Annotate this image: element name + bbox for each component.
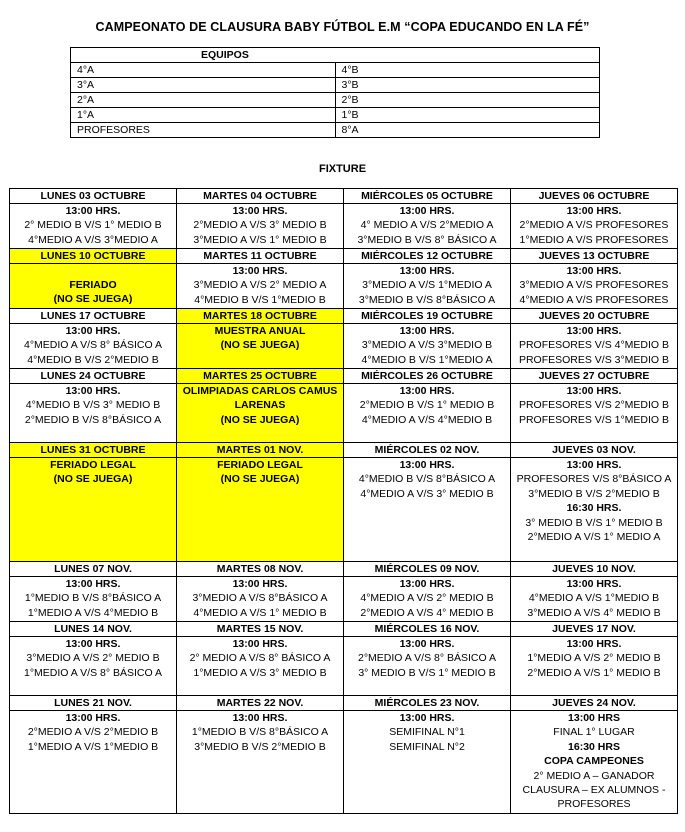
match-cell bbox=[10, 324, 177, 369]
match-line: 13:00 HRS. bbox=[65, 712, 121, 724]
match-cell bbox=[511, 458, 678, 562]
match-cell bbox=[511, 324, 678, 369]
table-row bbox=[71, 108, 600, 123]
match-line: 13:00 HRS bbox=[568, 712, 620, 724]
match-line: 2°MEDIO A V/S 1° MEDIO B bbox=[527, 666, 661, 679]
day-header: MIÉRCOLES 26 OCTUBRE bbox=[344, 369, 511, 384]
match-line: 3°MEDIO B V/S 8°BÁSICO A bbox=[358, 293, 496, 306]
team-cell: 4°B bbox=[335, 63, 600, 78]
match-line: OLIMPIADAS CARLOS CAMUS bbox=[182, 385, 338, 397]
match-cell bbox=[10, 637, 177, 696]
team-cell: 1°B bbox=[335, 108, 600, 123]
match-line: 3°MEDIO A V/S 1° MEDIO B bbox=[193, 233, 327, 246]
match-line: 1°MEDIO A V/S 4°MEDIO B bbox=[27, 606, 159, 619]
match-cell bbox=[344, 264, 511, 309]
match-cell bbox=[511, 577, 678, 622]
match-line: 4°MEDIO B V/S 8°BÁSICO A bbox=[358, 473, 496, 486]
team-cell: 8°A bbox=[335, 123, 600, 138]
match-line: 3° MEDIO B V/S 1° MEDIO B bbox=[525, 516, 663, 529]
day-header: MARTES 08 NOV. bbox=[177, 562, 344, 577]
match-line: 4°MEDIO A V/S 1°MEDIO B bbox=[528, 592, 660, 605]
match-cell bbox=[511, 204, 678, 249]
day-header: MIÉRCOLES 19 OCTUBRE bbox=[344, 309, 511, 324]
match-line: SEMIFINAL N°2 bbox=[389, 740, 465, 753]
match-cell bbox=[177, 577, 344, 622]
spacer bbox=[10, 264, 176, 278]
match-cell bbox=[10, 577, 177, 622]
match-line: (NO SE JUEGA) bbox=[220, 413, 300, 426]
match-cell bbox=[10, 711, 177, 814]
match-line: 13:00 HRS. bbox=[566, 325, 622, 337]
fixture-header-row bbox=[10, 369, 678, 384]
match-line: 16:30 HRS. bbox=[566, 502, 622, 515]
team-cell: 2°A bbox=[71, 93, 336, 108]
team-cell: 3°B bbox=[335, 78, 600, 93]
match-line: 4°MEDIO B V/S 2°MEDIO B bbox=[27, 353, 159, 366]
match-line: 1°MEDIO B V/S 8°BÁSICO A bbox=[24, 592, 162, 605]
match-line: 4°MEDIO A V/S 1° MEDIO B bbox=[193, 606, 327, 619]
day-header: JUEVES 13 OCTUBRE bbox=[511, 249, 678, 264]
match-line: CLAUSURA – EX ALUMNOS - bbox=[522, 784, 666, 797]
match-line: 4°MEDIO A V/S PROFESORES bbox=[519, 293, 669, 306]
match-cell bbox=[177, 458, 344, 562]
match-cell bbox=[177, 711, 344, 814]
match-cell bbox=[344, 711, 511, 814]
match-line: 1°MEDIO A V/S PROFESORES bbox=[519, 233, 669, 246]
day-header: MIÉRCOLES 05 OCTUBRE bbox=[344, 189, 511, 204]
match-line: SEMIFINAL N°1 bbox=[389, 726, 465, 739]
match-line: 3°MEDIO B V/S 2°MEDIO B bbox=[528, 487, 660, 500]
match-cell bbox=[177, 204, 344, 249]
match-line: FERIADO LEGAL bbox=[50, 459, 136, 471]
day-header: MARTES 25 OCTUBRE bbox=[177, 369, 344, 384]
match-cell bbox=[10, 264, 177, 309]
match-line: 4°MEDIO A V/S 3° MEDIO B bbox=[360, 487, 494, 500]
table-row bbox=[71, 93, 600, 108]
day-header: JUEVES 27 OCTUBRE bbox=[511, 369, 678, 384]
fixture-header-row bbox=[10, 562, 678, 577]
match-line: LARENAS bbox=[234, 399, 286, 412]
match-line: 1°MEDIO A V/S 1°MEDIO B bbox=[27, 740, 159, 753]
match-line: 4°MEDIO B V/S 3° MEDIO B bbox=[25, 399, 161, 412]
match-line: 2°MEDIO A V/S 3° MEDIO B bbox=[193, 219, 327, 232]
match-cell bbox=[344, 324, 511, 369]
match-line: 13:00 HRS. bbox=[399, 459, 455, 471]
match-line: 2°MEDIO B V/S 8°BÁSICO A bbox=[24, 413, 162, 426]
match-cell bbox=[511, 384, 678, 443]
day-header: MIÉRCOLES 16 NOV. bbox=[344, 622, 511, 637]
match-cell bbox=[344, 204, 511, 249]
match-line: 3° MEDIO B V/S 1° MEDIO B bbox=[358, 666, 496, 679]
fixture-match-row bbox=[10, 711, 678, 814]
fixture-header-row bbox=[10, 696, 678, 711]
fixture-match-row bbox=[10, 577, 678, 622]
day-header: JUEVES 20 OCTUBRE bbox=[511, 309, 678, 324]
day-header: LUNES 10 OCTUBRE bbox=[10, 249, 177, 264]
match-line: (NO SE JUEGA) bbox=[220, 473, 300, 486]
match-cell bbox=[344, 577, 511, 622]
match-line: 2°MEDIO A V/S 4° MEDIO B bbox=[360, 606, 494, 619]
team-cell: 3°A bbox=[71, 78, 336, 93]
match-line: 3°MEDIO B V/S 2°MEDIO B bbox=[194, 740, 326, 753]
match-line: FINAL 1° LUGAR bbox=[553, 726, 635, 739]
match-line: 4°MEDIO A V/S 8° BÁSICO A bbox=[24, 339, 162, 352]
match-line: MUESTRA ANUAL bbox=[214, 325, 306, 337]
match-line: 13:00 HRS. bbox=[65, 385, 121, 397]
match-line: 13:00 HRS. bbox=[566, 459, 622, 471]
match-line: 13:00 HRS. bbox=[232, 205, 288, 217]
fixture-table bbox=[9, 188, 678, 814]
table-row bbox=[71, 63, 600, 78]
match-line: 2°MEDIO A V/S PROFESORES bbox=[519, 219, 669, 232]
day-header: LUNES 24 OCTUBRE bbox=[10, 369, 177, 384]
match-cell bbox=[344, 384, 511, 443]
match-line: 1°MEDIO B V/S 8°BÁSICO A bbox=[191, 726, 329, 739]
team-cell: PROFESORES bbox=[71, 123, 336, 138]
match-line: 3°MEDIO A V/S 2° MEDIO A bbox=[193, 279, 327, 292]
match-cell bbox=[177, 637, 344, 696]
match-line: PROFESORES V/S 3°MEDIO B bbox=[518, 353, 670, 366]
match-cell bbox=[10, 458, 177, 562]
team-cell: 4°A bbox=[71, 63, 336, 78]
day-header: JUEVES 17 NOV. bbox=[511, 622, 678, 637]
match-cell bbox=[344, 458, 511, 562]
day-header: MIÉRCOLES 02 NOV. bbox=[344, 443, 511, 458]
match-cell bbox=[511, 711, 678, 814]
team-cell: 1°A bbox=[71, 108, 336, 123]
day-header: JUEVES 24 NOV. bbox=[511, 696, 678, 711]
day-header: MARTES 22 NOV. bbox=[177, 696, 344, 711]
match-line: 4° MEDIO A V/S 2°MEDIO A bbox=[360, 219, 494, 232]
match-line: 13:00 HRS. bbox=[566, 205, 622, 217]
match-line: 13:00 HRS. bbox=[399, 385, 455, 397]
fixture-match-row bbox=[10, 204, 678, 249]
day-header: LUNES 31 OCTUBRE bbox=[10, 443, 177, 458]
match-line: 4°MEDIO B V/S 1°MEDIO A bbox=[361, 353, 493, 366]
table-row bbox=[71, 123, 600, 138]
match-line: 3°MEDIO A V/S 2° MEDIO B bbox=[26, 652, 160, 665]
match-line: 3°MEDIO A V/S PROFESORES bbox=[519, 279, 669, 292]
match-line: FERIADO bbox=[69, 279, 117, 291]
match-line: 13:00 HRS. bbox=[399, 712, 455, 724]
match-line: 13:00 HRS. bbox=[566, 385, 622, 397]
day-header: MARTES 01 NOV. bbox=[177, 443, 344, 458]
day-header: JUEVES 10 NOV. bbox=[511, 562, 678, 577]
match-line: PROFESORES bbox=[557, 798, 631, 811]
match-line: PROFESORES V/S 8°BÁSICO A bbox=[516, 473, 672, 486]
match-cell bbox=[177, 324, 344, 369]
match-line: 13:00 HRS. bbox=[399, 265, 455, 277]
day-header: MARTES 15 NOV. bbox=[177, 622, 344, 637]
match-line: 4°MEDIO A V/S 4°MEDIO B bbox=[361, 413, 493, 426]
match-cell bbox=[344, 637, 511, 696]
day-header: MIÉRCOLES 12 OCTUBRE bbox=[344, 249, 511, 264]
match-line: 3°MEDIO A V/S 3°MEDIO B bbox=[361, 339, 493, 352]
match-line: PROFESORES V/S 1°MEDIO B bbox=[518, 413, 670, 426]
fixture-header-row bbox=[10, 443, 678, 458]
match-line: 2° MEDIO A – GANADOR bbox=[533, 769, 655, 782]
match-line: 2° MEDIO B V/S 1° MEDIO B bbox=[24, 219, 162, 232]
match-line: 3°MEDIO A V/S 8°BÁSICO A bbox=[192, 592, 328, 605]
match-line: 13:00 HRS. bbox=[65, 578, 121, 590]
match-line: 2°MEDIO B V/S 1° MEDIO B bbox=[359, 399, 495, 412]
fixture-header-row bbox=[10, 622, 678, 637]
match-line: 13:00 HRS. bbox=[566, 265, 622, 277]
match-line: 4°MEDIO B V/S 1°MEDIO B bbox=[194, 293, 326, 306]
match-cell bbox=[177, 264, 344, 309]
match-line: 4°MEDIO A V/S 3°MEDIO A bbox=[28, 233, 158, 246]
day-header: MIÉRCOLES 09 NOV. bbox=[344, 562, 511, 577]
day-header: JUEVES 03 NOV. bbox=[511, 443, 678, 458]
match-line: 13:00 HRS. bbox=[399, 205, 455, 217]
match-line: (NO SE JUEGA) bbox=[53, 473, 133, 486]
fixture-label: FIXTURE bbox=[318, 163, 367, 175]
fixture-match-row bbox=[10, 637, 678, 696]
match-line: (NO SE JUEGA) bbox=[220, 339, 300, 352]
fixture-match-row bbox=[10, 458, 678, 562]
match-line: PROFESORES V/S 2°MEDIO B bbox=[518, 399, 670, 412]
match-line: 2°MEDIO A V/S 1° MEDIO A bbox=[527, 531, 661, 544]
match-line: 13:00 HRS. bbox=[65, 638, 121, 650]
match-line: PROFESORES V/S 4°MEDIO B bbox=[518, 339, 670, 352]
document-title: CAMPEONATO DE CLAUSURA BABY FÚTBOL E.M “COPA EDUCANDO EN LA FÉ” bbox=[95, 20, 590, 34]
match-line: 13:00 HRS. bbox=[232, 578, 288, 590]
fixture-match-row bbox=[10, 384, 678, 443]
match-line: 13:00 HRS. bbox=[65, 325, 121, 337]
match-line: (NO SE JUEGA) bbox=[53, 293, 133, 306]
fixture-match-row bbox=[10, 324, 678, 369]
day-header: MIÉRCOLES 23 NOV. bbox=[344, 696, 511, 711]
match-line: 1°MEDIO A V/S 2° MEDIO B bbox=[527, 652, 661, 665]
match-line: 13:00 HRS. bbox=[566, 638, 622, 650]
day-header: LUNES 03 OCTUBRE bbox=[10, 189, 177, 204]
match-line: 13:00 HRS. bbox=[399, 578, 455, 590]
match-line: 13:00 HRS. bbox=[399, 638, 455, 650]
day-header: LUNES 17 OCTUBRE bbox=[10, 309, 177, 324]
match-cell bbox=[177, 384, 344, 443]
day-header: JUEVES 06 OCTUBRE bbox=[511, 189, 678, 204]
day-header: LUNES 21 NOV. bbox=[10, 696, 177, 711]
match-cell bbox=[10, 384, 177, 443]
day-header: MARTES 11 OCTUBRE bbox=[177, 249, 344, 264]
match-line: 16:30 HRS bbox=[568, 740, 620, 753]
day-header: MARTES 18 OCTUBRE bbox=[177, 309, 344, 324]
match-line: 13:00 HRS. bbox=[232, 712, 288, 724]
match-cell bbox=[511, 637, 678, 696]
match-cell bbox=[511, 264, 678, 309]
match-line: 3°MEDIO B V/S 8° BÁSICO A bbox=[357, 233, 497, 246]
fixture-header-row bbox=[10, 249, 678, 264]
match-line: 3°MEDIO A V/S 1°MEDIO A bbox=[362, 279, 492, 292]
match-line: 4°MEDIO A V/S 2° MEDIO B bbox=[360, 592, 494, 605]
match-line: 13:00 HRS. bbox=[232, 638, 288, 650]
match-line: 2° MEDIO A V/S 8° BÁSICO A bbox=[189, 652, 331, 665]
match-line: 2°MEDIO A V/S 2°MEDIO B bbox=[27, 726, 159, 739]
match-cell bbox=[10, 204, 177, 249]
equipos-header: EQUIPOS bbox=[71, 48, 600, 63]
fixture-header-row bbox=[10, 189, 678, 204]
fixture-match-row bbox=[10, 264, 678, 309]
day-header: LUNES 14 NOV. bbox=[10, 622, 177, 637]
match-line: 13:00 HRS. bbox=[399, 325, 455, 337]
match-line: 1°MEDIO A V/S 3° MEDIO B bbox=[193, 666, 327, 679]
match-line: 2°MEDIO A V/S 8° BÁSICO A bbox=[358, 652, 496, 665]
match-line: 13:00 HRS. bbox=[566, 578, 622, 590]
fixture-header-row bbox=[10, 309, 678, 324]
match-line: 13:00 HRS. bbox=[232, 265, 288, 277]
match-line: 3°MEDIO A V/S 4° MEDIO B bbox=[527, 606, 661, 619]
day-header: LUNES 07 NOV. bbox=[10, 562, 177, 577]
team-cell: 2°B bbox=[335, 93, 600, 108]
match-line: FERIADO LEGAL bbox=[217, 459, 303, 471]
equipos-table bbox=[70, 47, 600, 138]
match-line: 13:00 HRS. bbox=[65, 205, 121, 217]
table-row bbox=[71, 78, 600, 93]
match-line: COPA CAMPEONES bbox=[544, 755, 644, 768]
day-header: MARTES 04 OCTUBRE bbox=[177, 189, 344, 204]
match-line: 1°MEDIO A V/S 8° BÁSICO A bbox=[24, 666, 162, 679]
